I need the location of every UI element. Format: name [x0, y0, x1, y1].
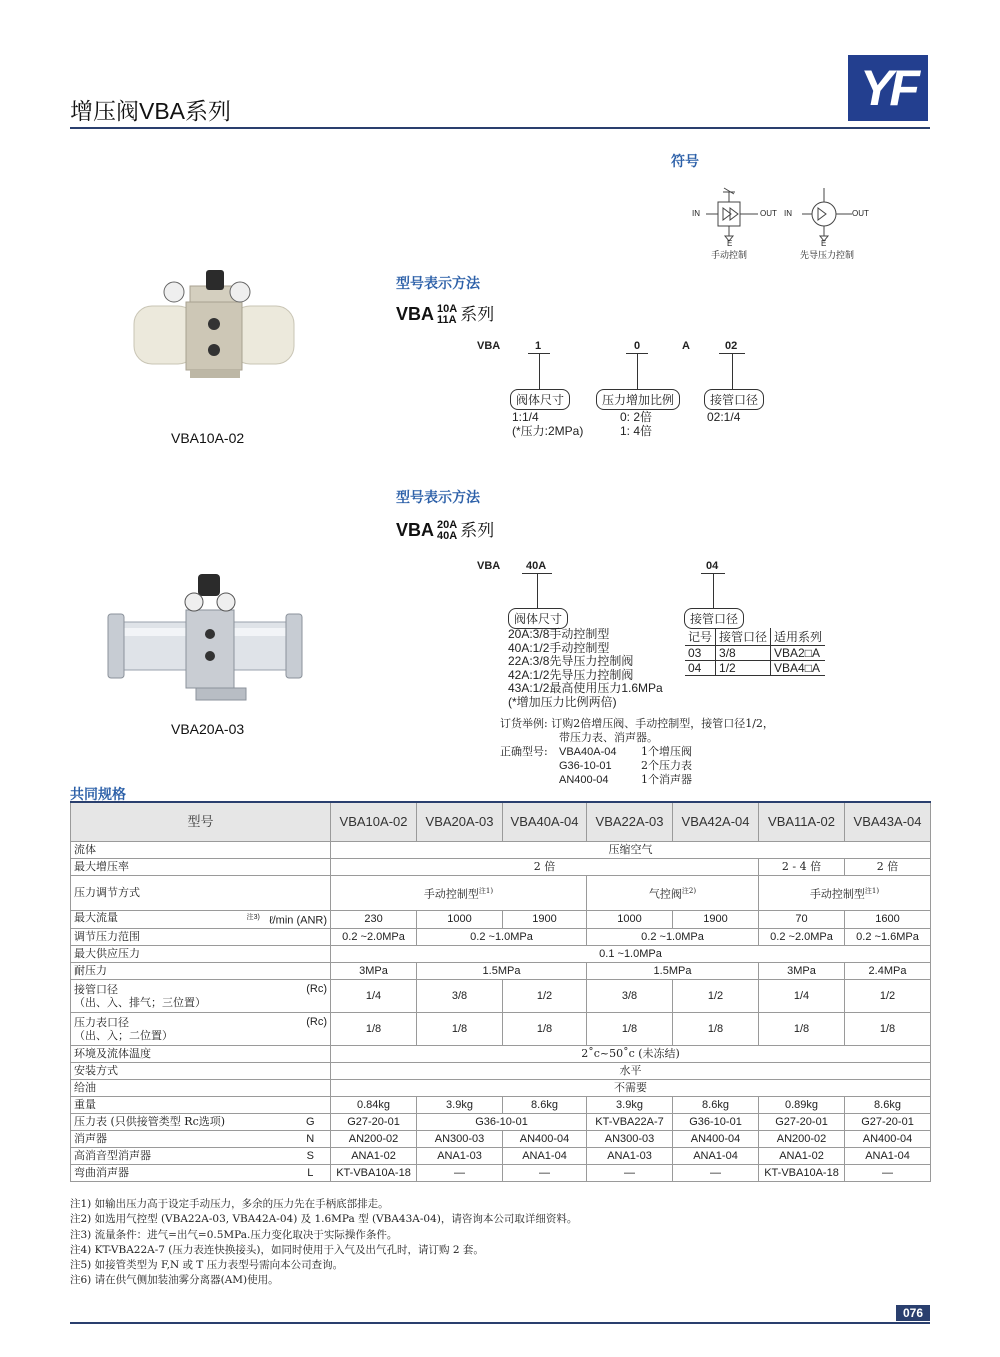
spec-elbow-5: KT-VBA10A-18	[759, 1164, 845, 1181]
spec-flow-1: 1000	[417, 911, 503, 929]
port-row1-series: VBA4□A	[774, 661, 820, 675]
spec-port-0: 1/4	[331, 979, 417, 1012]
spec-proof-2: 1.5MPa	[587, 962, 759, 979]
spec-range-1: 0.2 ~1.0MPa	[417, 928, 587, 945]
order2-size-desc-1: 40A:1/2手动控制型	[508, 640, 610, 655]
order1-prefix: VBA	[396, 304, 435, 324]
spec-gport-5: 1/8	[759, 1012, 845, 1045]
port-row1-code: 04	[685, 661, 716, 676]
spec-model-3: VBA22A-03	[587, 802, 673, 842]
spec-ratio-v1: 2 倍	[331, 859, 759, 876]
spec-hisil-code: S	[291, 1147, 331, 1164]
spec-reg-v1-text: 手动控制型	[423, 887, 479, 901]
order1-code-ratio: 0	[634, 340, 641, 352]
spec-lube-value: 不需要	[331, 1079, 931, 1096]
spec-range-3: 0.2 ~2.0MPa	[759, 928, 845, 945]
spec-mount-label: 安装方式	[71, 1062, 331, 1079]
order1-heading: 型号表示方法	[396, 275, 480, 291]
spec-gport-1: 1/8	[417, 1012, 503, 1045]
spec-gport-2: 1/8	[503, 1012, 587, 1045]
spec-model-5: VBA11A-02	[759, 802, 845, 842]
order-example	[500, 717, 774, 745]
spec-row-weight	[71, 1096, 931, 1113]
port-header-code: 记号	[685, 628, 716, 646]
spec-silencer-4: AN400-04	[673, 1130, 759, 1147]
spec-weight-6: 8.6kg	[845, 1096, 931, 1113]
spec-flow-label-cell	[71, 911, 331, 929]
spec-elbow-label: 弯曲消声器	[71, 1164, 291, 1181]
order1-size-desc-0: 1:1/4	[512, 410, 539, 424]
spec-silencer-0: AN200-02	[331, 1130, 417, 1147]
spec-reg-label: 压力调节方式	[71, 876, 331, 911]
product-label-1: VBA10A-02	[171, 430, 245, 446]
order1-ratio-desc	[620, 410, 652, 438]
order1-box-size: 阀体尺寸	[510, 389, 570, 410]
footnotes	[70, 1197, 577, 1289]
spec-range-label: 调节压力范围	[71, 928, 331, 945]
spec-port-label2: （出、入、排气；三位置）	[74, 995, 206, 1009]
spec-silencer-3: AN300-03	[587, 1130, 673, 1147]
spec-flow-4: 1900	[673, 911, 759, 929]
spec-elbow-4: —	[673, 1164, 759, 1181]
page-title: 增压阀VBA系列	[70, 98, 232, 124]
spec-gport-unit: (Rc)	[306, 1015, 328, 1028]
order1-ratio-desc-1: 1: 4倍	[620, 424, 653, 438]
spec-reg-v2	[587, 876, 759, 911]
spec-gport-4: 1/8	[673, 1012, 759, 1045]
spec-gauge-code: G	[291, 1113, 331, 1130]
port-row1-size: 1/2	[716, 661, 771, 676]
order1-code-port: 02	[725, 340, 738, 352]
spec-port-4: 1/2	[673, 979, 759, 1012]
spec-row-hi-silencer	[71, 1147, 931, 1164]
spec-range-4: 0.2 ~1.6MPa	[845, 928, 931, 945]
spec-gauge-label: 压力表 (只供接管类型 Rc选项)	[71, 1113, 291, 1130]
order1-series: 系列	[460, 305, 495, 324]
spec-range-2: 0.2 ~1.0MPa	[587, 928, 759, 945]
order1-box-port: 接管口径	[704, 389, 764, 410]
spec-gauge-2: KT-VBA22A-7	[587, 1113, 673, 1130]
spec-fluid-value: 压缩空气	[331, 842, 931, 859]
spec-gport-0: 1/8	[331, 1012, 417, 1045]
spec-mount-value: 水平	[331, 1062, 931, 1079]
order-item2-code: AN400-04	[559, 774, 609, 786]
spec-elbow-3: —	[587, 1164, 673, 1181]
spec-ratio-label: 最大增压率	[71, 859, 331, 876]
spec-port-2: 1/2	[503, 979, 587, 1012]
note-4: 注4) KT-VBA22A-7 (压力表连快换接头)，如同时使用于入气及出气孔时，请订购 2 套。	[70, 1243, 484, 1256]
order1-code-vba: VBA	[477, 340, 501, 352]
order1-ratio-desc-0: 0: 2倍	[620, 410, 653, 424]
spec-weight-2: 8.6kg	[503, 1096, 587, 1113]
spec-port-unit: (Rc)	[306, 982, 328, 995]
spec-gauge-3: G36-10-01	[673, 1113, 759, 1130]
order-example-text2: 带压力表、消声器。	[559, 731, 658, 744]
order2-series: 系列	[460, 521, 495, 540]
spec-row-max-ratio	[71, 859, 931, 876]
order2-box-size: 阀体尺寸	[508, 608, 568, 629]
spec-proof-4: 2.4MPa	[845, 962, 931, 979]
spec-row-gauge	[71, 1113, 931, 1130]
order2-line-size	[537, 573, 538, 608]
spec-gport-3: 1/8	[587, 1012, 673, 1045]
spec-heading: 共同规格	[70, 786, 126, 802]
spec-supply-label: 最大供应压力	[71, 945, 331, 962]
order1-port-desc-0: 02:1/4	[707, 410, 741, 424]
note-5: 注5) 如接管类型为 F,N 或 T 压力表型号需向本公司查询。	[70, 1259, 344, 1272]
order1-size-desc	[512, 410, 583, 438]
spec-hisil-2: ANA1-04	[503, 1147, 587, 1164]
spec-silencer-6: AN400-04	[845, 1130, 931, 1147]
note-1: 注1) 如输出压力高于设定手动压力，多余的压力先在手柄底部排走。	[70, 1198, 389, 1210]
product-label-2: VBA20A-03	[171, 721, 245, 737]
spec-port-label1: 接管口径	[74, 982, 118, 996]
port-row0-code: 03	[685, 646, 716, 661]
order2-code-size: 40A	[526, 560, 547, 572]
port-header-series: 适用系列	[774, 630, 823, 644]
spec-flow-2: 1900	[503, 911, 587, 929]
spec-range-0: 0.2 ~2.0MPa	[331, 928, 417, 945]
spec-model-2: VBA40A-04	[503, 802, 587, 842]
spec-hisil-5: ANA1-02	[759, 1147, 845, 1164]
spec-fluid-label: 流体	[71, 842, 331, 859]
order2-line-port	[713, 573, 714, 608]
order1-sup: 10A	[437, 303, 458, 316]
symbol-out-1: OUT	[760, 209, 777, 218]
spec-gport-label1: 压力表口径	[74, 1015, 129, 1029]
spec-row-proof	[71, 962, 931, 979]
spec-hisil-0: ANA1-02	[331, 1147, 417, 1164]
order1-box-ratio: 压力增加比例	[596, 389, 680, 410]
symbol-e-1: E	[727, 239, 733, 248]
order2-size-desc-4: 43A:1/2最高使用压力1.6MPa	[508, 681, 663, 695]
spec-hisil-1: ANA1-03	[417, 1147, 503, 1164]
note-3: 注3) 流量条件：进气=出气=0.5MPa.压力变化取决于实际操作条件。	[70, 1228, 398, 1241]
spec-table	[70, 801, 931, 1182]
spec-proof-1: 1.5MPa	[417, 962, 587, 979]
port-code-table	[685, 628, 825, 676]
order-item1-desc: 2个压力表	[641, 759, 692, 772]
order-example-items	[559, 745, 692, 787]
spec-reg-n1: 注1)	[478, 887, 494, 896]
spec-elbow-code: L	[291, 1164, 331, 1181]
spec-gport-6: 1/8	[845, 1012, 931, 1045]
page-number: 076	[896, 1305, 930, 1321]
spec-silencer-2: AN400-04	[503, 1130, 587, 1147]
order-item0-code: VBA40A-04	[559, 746, 617, 758]
product-image-vba20a	[100, 562, 310, 710]
port-code-header	[685, 628, 825, 646]
spec-lube-label: 给油	[71, 1079, 331, 1096]
spec-row-lube	[71, 1079, 931, 1096]
symbol-label-pilot: 先导压力控制	[800, 250, 855, 260]
spec-flow-6: 1600	[845, 911, 931, 929]
spec-flow-3: 1000	[587, 911, 673, 929]
order2-heading: 型号表示方法	[396, 489, 480, 505]
spec-row-flow	[71, 911, 931, 929]
spec-elbow-1: —	[417, 1164, 503, 1181]
symbol-in-1: IN	[692, 209, 700, 218]
spec-silencer-label: 消声器	[71, 1130, 291, 1147]
spec-port-label-cell	[71, 979, 331, 1012]
spec-weight-0: 0.84kg	[331, 1096, 417, 1113]
order1-line-size	[539, 353, 540, 389]
order2-size-desc-3: 42A:1/2先导压力控制阀	[508, 667, 634, 682]
symbol-heading: 符号	[671, 153, 699, 169]
spec-silencer-5: AN200-02	[759, 1130, 845, 1147]
spec-temp-value: 2˚c~50˚c (未冻结)	[331, 1045, 931, 1062]
spec-port-6: 1/2	[845, 979, 931, 1012]
order-example-label2: 正确型号:	[500, 745, 548, 758]
spec-proof-3: 3MPa	[759, 962, 845, 979]
port-row0-size: 3/8	[716, 646, 771, 661]
spec-elbow-6: —	[845, 1164, 931, 1181]
spec-port-5: 1/4	[759, 979, 845, 1012]
spec-flow-note: 注3)	[246, 914, 260, 921]
manual-control-symbol	[706, 188, 758, 241]
order-item0-desc: 1个增压阀	[641, 745, 692, 758]
symbol-e-2: E	[821, 239, 827, 248]
order-example-text1: 订购2倍增压阀、手动控制型，接管口径1/2，	[551, 717, 774, 730]
spec-reg-v3	[759, 876, 931, 911]
port-code-row	[685, 646, 825, 661]
spec-ratio-v3: 2 倍	[845, 859, 931, 876]
order1-sub: 11A	[437, 314, 457, 327]
spec-row-elbow	[71, 1164, 931, 1181]
order2-sup: 20A	[437, 519, 458, 532]
order2-prefix: VBA	[396, 520, 435, 540]
spec-gport-label2: （出、入；二位置）	[74, 1028, 173, 1042]
spec-row-gauge-port	[71, 1012, 931, 1045]
spec-hisil-label: 高消音型消声器	[71, 1147, 291, 1164]
spec-row-reg	[71, 876, 931, 911]
symbol-out-2: OUT	[852, 209, 869, 218]
spec-model-1: VBA20A-03	[417, 802, 503, 842]
port-header-size: 接管口径	[716, 628, 771, 646]
spec-row-port	[71, 979, 931, 1012]
spec-ratio-v2: 2 - 4 倍	[759, 859, 845, 876]
spec-gauge-0: G27-20-01	[331, 1113, 417, 1130]
spec-gauge-1: G36-10-01	[417, 1113, 587, 1130]
spec-model-6: VBA43A-04	[845, 802, 931, 842]
spec-flow-unit: ℓ/min (ANR)	[269, 914, 328, 927]
product-image-vba10a	[128, 262, 298, 384]
spec-row-supply	[71, 945, 931, 962]
order2-size-desc-5: (*增加压力比例两倍)	[508, 694, 617, 709]
port-code-row	[685, 661, 825, 676]
spec-gauge-5: G27-20-01	[845, 1113, 931, 1130]
spec-weight-5: 0.89kg	[759, 1096, 845, 1113]
note-2: 注2) 如选用气控型 (VBA22A-03, VBA42A-04) 及 1.6MPa 型 (VBA43A-04)，请咨询本公司取详细资料。	[70, 1213, 578, 1226]
spec-col-model: 型号	[71, 802, 331, 842]
spec-elbow-2: —	[503, 1164, 587, 1181]
order1-code-size: 1	[535, 340, 542, 352]
order1-line-ratio	[637, 353, 638, 389]
spec-supply-value: 0.1 ~1.0MPa	[331, 945, 931, 962]
order-item1-code: G36-10-01	[559, 760, 612, 772]
spec-header-row	[71, 802, 931, 842]
order2-size-desc-0: 20A:3/8手动控制型	[508, 627, 610, 641]
spec-proof-label: 耐压力	[71, 962, 331, 979]
spec-row-fluid	[71, 842, 931, 859]
symbol-in-2: IN	[784, 209, 792, 218]
port-row0-series: VBA2□A	[774, 646, 820, 660]
order2-code-vba: VBA	[477, 560, 501, 572]
pilot-control-symbol	[802, 188, 852, 241]
header-divider	[70, 127, 930, 129]
spec-weight-1: 3.9kg	[417, 1096, 503, 1113]
spec-flow-0: 230	[331, 911, 417, 929]
spec-port-3: 3/8	[587, 979, 673, 1012]
order2-size-desc	[508, 628, 663, 709]
spec-hisil-4: ANA1-04	[673, 1147, 759, 1164]
spec-reg-v3-text: 手动控制型	[809, 887, 865, 901]
order1-line-port	[732, 353, 733, 389]
spec-temp-label: 环境及流体温度	[71, 1045, 331, 1062]
note-6: 注6) 请在供气侧加装油雾分离器(AM)使用。	[70, 1274, 279, 1287]
order2-model-title	[396, 516, 494, 542]
spec-proof-0: 3MPa	[331, 962, 417, 979]
spec-row-silencer	[71, 1130, 931, 1147]
spec-silencer-1: AN300-03	[417, 1130, 503, 1147]
spec-row-range	[71, 928, 931, 945]
spec-row-temp	[71, 1045, 931, 1062]
spec-port-1: 3/8	[417, 979, 503, 1012]
spec-flow-5: 70	[759, 911, 845, 929]
order-item2-desc: 1个消声器	[641, 773, 692, 786]
footer-divider	[70, 1322, 930, 1324]
order1-code-a: A	[682, 340, 690, 352]
order1-model-title	[396, 300, 494, 326]
order2-sub: 40A	[437, 530, 458, 543]
order-example-label: 订货举例:	[500, 717, 548, 730]
order2-size-desc-2: 22A:3/8先导压力控制阀	[508, 654, 634, 668]
spec-reg-n3: 注1)	[864, 887, 880, 896]
spec-row-mount	[71, 1062, 931, 1079]
symbol-label-manual: 手动控制	[711, 250, 748, 260]
order2-code-port: 04	[706, 560, 719, 572]
spec-model-4: VBA42A-04	[673, 802, 759, 842]
order1-port-desc	[707, 410, 740, 424]
spec-hisil-6: ANA1-04	[845, 1147, 931, 1164]
spec-weight-4: 8.6kg	[673, 1096, 759, 1113]
spec-hisil-3: ANA1-03	[587, 1147, 673, 1164]
spec-reg-n2: 注2)	[681, 887, 697, 896]
order1-size-desc-1: (*压力:2MPa)	[512, 424, 584, 438]
spec-gauge-4: G27-20-01	[759, 1113, 845, 1130]
spec-weight-3: 3.9kg	[587, 1096, 673, 1113]
spec-reg-v2-text: 气控阀	[648, 887, 682, 901]
spec-gport-label-cell	[71, 1012, 331, 1045]
spec-reg-v1	[331, 876, 587, 911]
spec-elbow-0: KT-VBA10A-18	[331, 1164, 417, 1181]
order2-box-port: 接管口径	[684, 608, 744, 629]
brand-logo: YF	[848, 55, 928, 121]
spec-flow-label: 最大流量	[74, 911, 118, 924]
spec-model-0: VBA10A-02	[331, 802, 417, 842]
spec-silencer-code: N	[291, 1130, 331, 1147]
spec-weight-label: 重量	[71, 1096, 331, 1113]
